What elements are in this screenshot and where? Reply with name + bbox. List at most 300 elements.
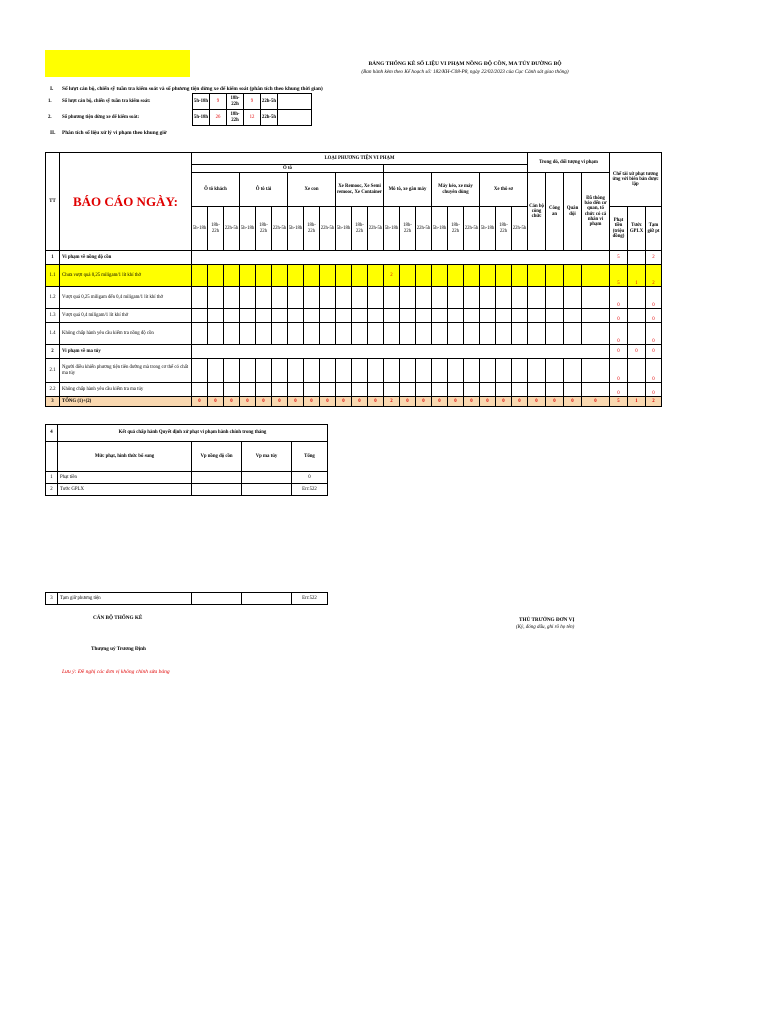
total-cell: 0 [304, 397, 320, 407]
data-cell[interactable] [416, 265, 432, 287]
section1-table [46, 93, 312, 126]
data-cell[interactable] [256, 383, 272, 397]
data-cell[interactable] [336, 287, 352, 309]
vehicle-group: Xe Remooc, Xe Semi remooc, Xe Container [336, 173, 384, 207]
total-cell: 0 [480, 397, 496, 407]
data-cell[interactable] [368, 265, 384, 287]
s1-slot: 18h-22h [227, 110, 244, 126]
vehicle-group: Ô tô tải [240, 173, 288, 207]
total-cell: 0 [208, 397, 224, 407]
total-num: 3 [46, 397, 60, 407]
s4-row-num: 2 [46, 484, 58, 496]
s4-col-1: Vp nồng độ cồn [192, 442, 242, 472]
data-cell[interactable] [320, 287, 336, 309]
fine-cell[interactable]: 5 [610, 265, 628, 287]
data-cell[interactable] [480, 383, 496, 397]
data-cell[interactable] [448, 265, 464, 287]
data-cell[interactable] [304, 323, 320, 345]
data-cell[interactable] [464, 265, 480, 287]
hold-cell[interactable]: 0 [646, 359, 662, 383]
data-cell[interactable] [192, 383, 208, 397]
sanction-col: Tước GPLX [628, 207, 646, 251]
data-cell[interactable] [320, 383, 336, 397]
data-cell[interactable] [352, 287, 368, 309]
s1-row2-v2[interactable]: 12 [244, 110, 261, 126]
data-cell[interactable] [528, 323, 546, 345]
s1-row1-label: Số lượt cán bộ, chiến sỹ tuần tra kiểm soát: [62, 98, 151, 104]
report-date-label: BÁO CÁO NGÀY: [60, 153, 192, 251]
data-cell[interactable] [272, 265, 288, 287]
data-cell[interactable] [352, 309, 368, 323]
data-cell[interactable] [448, 309, 464, 323]
time-slot: 5h-18h [432, 207, 448, 251]
s4-cell[interactable] [192, 593, 242, 605]
s4-row-total: Err:522 [292, 593, 328, 605]
data-cell[interactable] [564, 323, 582, 345]
total-cell: 2 [646, 397, 662, 407]
data-cell[interactable] [448, 323, 464, 345]
total-cell: 0 [240, 397, 256, 407]
data-cell[interactable] [224, 383, 240, 397]
data-cell[interactable] [368, 359, 384, 383]
data-cell[interactable] [564, 383, 582, 397]
signer-right-sub: (Ký, đóng dấu, ghi rõ họ tên) [516, 625, 575, 630]
data-cell[interactable] [528, 359, 546, 383]
data-cell[interactable] [208, 265, 224, 287]
data-cell[interactable] [256, 265, 272, 287]
data-cell[interactable] [546, 265, 564, 287]
data-cell[interactable] [564, 287, 582, 309]
total-cell: 0 [224, 397, 240, 407]
data-cell[interactable] [400, 309, 416, 323]
data-cell[interactable] [432, 265, 448, 287]
data-cell[interactable] [240, 323, 256, 345]
data-cell[interactable] [480, 359, 496, 383]
data-cell[interactable] [384, 359, 400, 383]
row-label: Vi phạm về nồng độ cồn [60, 251, 192, 265]
data-cell[interactable] [192, 309, 208, 323]
data-cell[interactable] [512, 287, 528, 309]
time-slot: 18h-22h [352, 207, 368, 251]
total-cell: 0 [288, 397, 304, 407]
row-num: 1.1 [46, 265, 60, 287]
subject-col: Công an [546, 173, 564, 251]
data-cell[interactable] [288, 287, 304, 309]
fine-cell[interactable]: 5 [610, 251, 628, 265]
data-cell[interactable] [272, 323, 288, 345]
row-num: 1 [46, 251, 60, 265]
s1-slot: 22h-5h [261, 94, 278, 110]
hold-cell[interactable]: 2 [646, 265, 662, 287]
data-cell[interactable] [272, 309, 288, 323]
data-cell[interactable] [304, 309, 320, 323]
subject-header: Trong đó, đối tượng vi phạm [528, 153, 610, 173]
s4-row-label: Tước GPLX [58, 484, 192, 496]
data-cell[interactable] [352, 323, 368, 345]
data-cell[interactable] [400, 359, 416, 383]
license-cell[interactable] [628, 287, 646, 309]
data-cell[interactable] [288, 265, 304, 287]
row-label: Người điều khiển phương tiện tiên đường mà trong cơ thể có chất ma túy [60, 359, 192, 383]
row-span-cell[interactable] [192, 345, 610, 359]
data-cell[interactable] [400, 323, 416, 345]
signer-left-name: Thượng uý Trương Định [91, 646, 146, 652]
s4-row-num: 1 [46, 472, 58, 484]
data-cell[interactable] [224, 265, 240, 287]
fine-cell[interactable]: 0 [610, 359, 628, 383]
s4-cell[interactable] [192, 484, 242, 496]
total-cell: 0 [448, 397, 464, 407]
sanction-col: Tạm giữ pt [646, 207, 662, 251]
s1-row1-v1[interactable]: 9 [210, 94, 227, 110]
s1-slot: 18h-22h [227, 94, 244, 110]
row-span-cell[interactable] [192, 251, 610, 265]
subject-col: Cán bộ công chức [528, 173, 546, 251]
data-cell[interactable] [564, 309, 582, 323]
data-cell[interactable] [464, 287, 480, 309]
total-cell: 5 [610, 397, 628, 407]
vehicle-group: Mô tô, xe gắn máy [384, 173, 432, 207]
data-cell[interactable] [224, 359, 240, 383]
s4-col-2: Vp ma túy [242, 442, 292, 472]
section1-title: Số lượt cán bộ, chiến sỹ tuần tra kiểm soát và số phương tiện dừng xe để kiểm soát (phân tích theo khung thời gian) [62, 86, 323, 92]
total-cell: 0 [400, 397, 416, 407]
data-cell[interactable] [224, 287, 240, 309]
highlight-box [45, 50, 190, 77]
data-cell[interactable] [432, 359, 448, 383]
data-cell[interactable] [240, 383, 256, 397]
time-slot: 22h-5h [272, 207, 288, 251]
data-cell[interactable] [512, 265, 528, 287]
time-slot: 5h-18h [384, 207, 400, 251]
data-cell[interactable] [464, 383, 480, 397]
license-cell[interactable]: 0 [628, 345, 646, 359]
tt-header: TT [46, 153, 60, 251]
hold-cell[interactable]: 0 [646, 323, 662, 345]
data-cell[interactable] [480, 323, 496, 345]
data-cell[interactable] [416, 383, 432, 397]
license-cell[interactable] [628, 309, 646, 323]
time-slot: 5h-18h [192, 207, 208, 251]
row-num: 1.3 [46, 309, 60, 323]
s1-row2-label: Số phương tiện dừng xe để kiểm soát: [62, 114, 140, 120]
row-label: Vi phạm về ma túy [60, 345, 192, 359]
time-slot: 5h-18h [240, 207, 256, 251]
s1-row2-v3[interactable] [278, 110, 312, 126]
data-cell[interactable] [496, 323, 512, 345]
data-cell[interactable] [464, 309, 480, 323]
time-slot: 22h-5h [320, 207, 336, 251]
data-cell[interactable] [496, 287, 512, 309]
row-label: Chưa vượt quá 0,25 miligam/1 lít khí thở [60, 265, 192, 287]
data-cell[interactable] [288, 309, 304, 323]
s1-row1-num: 1. [48, 98, 52, 104]
data-cell[interactable] [512, 359, 528, 383]
fine-cell[interactable]: 0 [610, 323, 628, 345]
data-cell[interactable] [304, 383, 320, 397]
total-cell: 0 [432, 397, 448, 407]
data-cell[interactable] [288, 323, 304, 345]
data-cell[interactable] [546, 359, 564, 383]
data-cell[interactable] [208, 323, 224, 345]
data-cell[interactable] [352, 265, 368, 287]
s4-col-3: Tổng [292, 442, 328, 472]
s4-row-total: Err:522 [292, 484, 328, 496]
data-cell[interactable] [496, 383, 512, 397]
hold-cell[interactable]: 0 [646, 383, 662, 397]
data-cell[interactable] [368, 287, 384, 309]
data-cell[interactable] [546, 287, 564, 309]
cell [384, 165, 528, 173]
data-cell[interactable] [400, 265, 416, 287]
data-cell[interactable] [304, 265, 320, 287]
s4-row-label: Tạm giữ phương tiện [58, 593, 192, 605]
row-num: 2.1 [46, 359, 60, 383]
data-cell[interactable] [480, 287, 496, 309]
data-cell[interactable] [320, 323, 336, 345]
data-cell[interactable] [384, 287, 400, 309]
total-cell: 0 [256, 397, 272, 407]
data-cell[interactable] [496, 265, 512, 287]
data-cell[interactable] [416, 309, 432, 323]
data-cell[interactable] [546, 383, 564, 397]
data-cell[interactable] [384, 323, 400, 345]
data-cell[interactable] [192, 265, 208, 287]
s1-row1-v2[interactable]: 9 [244, 94, 261, 110]
license-cell[interactable] [628, 323, 646, 345]
data-cell[interactable]: 2 [384, 265, 400, 287]
time-slot: 18h-22h [496, 207, 512, 251]
data-cell[interactable] [320, 309, 336, 323]
data-cell[interactable] [496, 309, 512, 323]
total-cell: 0 [564, 397, 582, 407]
data-cell[interactable] [320, 265, 336, 287]
license-cell[interactable] [628, 383, 646, 397]
data-cell[interactable] [384, 309, 400, 323]
data-cell[interactable] [352, 383, 368, 397]
data-cell[interactable] [582, 309, 610, 323]
data-cell[interactable] [192, 323, 208, 345]
data-cell[interactable] [512, 309, 528, 323]
s1-slot: 5h-18h [193, 110, 210, 126]
data-cell[interactable] [192, 287, 208, 309]
data-cell[interactable] [546, 309, 564, 323]
row-num: 2.2 [46, 383, 60, 397]
s1-slot: 22h-5h [261, 110, 278, 126]
total-cell: 0 [320, 397, 336, 407]
data-cell[interactable] [582, 383, 610, 397]
row-label: Vượt quá 0,4 miligam/1 lít khí thở [60, 309, 192, 323]
row-label: Không chấp hành yêu cầu kiểm tra nồng độ cồn [60, 323, 192, 345]
page-title: BẢNG THỐNG KÊ SỐ LIỆU VI PHẠM NỒNG ĐỘ CỒN, MA TÚY ĐƯỜNG BỘ [368, 61, 562, 67]
vehicle-group: Ô tô khách [192, 173, 240, 207]
time-slot: 5h-18h [288, 207, 304, 251]
data-cell[interactable] [256, 287, 272, 309]
violation-table [45, 152, 662, 407]
s1-row2-num: 2. [48, 114, 52, 120]
data-cell[interactable] [368, 383, 384, 397]
s4-title: Kết quả chấp hành Quyết định xử phạt vi phạm hành chính trong tháng [58, 425, 328, 442]
license-cell[interactable] [628, 359, 646, 383]
data-cell[interactable] [240, 265, 256, 287]
data-cell[interactable] [432, 323, 448, 345]
data-cell[interactable] [480, 265, 496, 287]
section4-row3 [45, 592, 328, 605]
data-cell[interactable] [512, 383, 528, 397]
data-cell[interactable] [448, 359, 464, 383]
time-slot: 18h-22h [400, 207, 416, 251]
data-cell[interactable] [288, 383, 304, 397]
total-cell: 0 [582, 397, 610, 407]
data-cell[interactable] [288, 359, 304, 383]
fine-cell[interactable]: 0 [610, 287, 628, 309]
data-cell[interactable] [208, 383, 224, 397]
data-cell[interactable] [240, 287, 256, 309]
vehicle-group: Xe thô sơ [480, 173, 528, 207]
data-cell[interactable] [400, 287, 416, 309]
data-cell[interactable] [208, 359, 224, 383]
time-slot: 22h-5h [512, 207, 528, 251]
data-cell[interactable] [336, 359, 352, 383]
data-cell[interactable] [432, 287, 448, 309]
data-cell[interactable] [464, 359, 480, 383]
data-cell[interactable] [496, 359, 512, 383]
data-cell[interactable] [432, 309, 448, 323]
data-cell[interactable] [304, 287, 320, 309]
data-cell[interactable] [416, 323, 432, 345]
row-label: Vượt quá 0,25 miligam đến 0,4 miligam/1 lít khí thở [60, 287, 192, 309]
s4-cell[interactable] [192, 472, 242, 484]
fine-cell[interactable]: 0 [610, 345, 628, 359]
s1-row2-v1[interactable]: 26 [210, 110, 227, 126]
data-cell[interactable] [528, 287, 546, 309]
hold-cell[interactable]: 0 [646, 345, 662, 359]
s4-row-num: 3 [46, 593, 58, 605]
time-slot: 5h-18h [480, 207, 496, 251]
data-cell[interactable] [432, 383, 448, 397]
time-slot: 18h-22h [256, 207, 272, 251]
data-cell[interactable] [546, 323, 564, 345]
vehicle-group: Xe con [288, 173, 336, 207]
data-cell[interactable] [416, 287, 432, 309]
oto-header: Ô tô [192, 165, 384, 173]
total-cell: 0 [272, 397, 288, 407]
row-label: Không chấp hành yêu cầu kiểm tra ma túy [60, 383, 192, 397]
data-cell[interactable] [336, 383, 352, 397]
data-cell[interactable] [304, 359, 320, 383]
data-cell[interactable] [582, 287, 610, 309]
data-cell[interactable] [272, 287, 288, 309]
data-cell[interactable] [582, 323, 610, 345]
total-cell: 0 [512, 397, 528, 407]
total-cell: 0 [192, 397, 208, 407]
note: Lưu ý: Đề nghị các đơn vị không chỉnh sửa bảng [62, 669, 170, 675]
data-cell[interactable] [564, 359, 582, 383]
data-cell[interactable] [256, 323, 272, 345]
data-cell[interactable] [528, 309, 546, 323]
data-cell[interactable] [368, 309, 384, 323]
data-cell[interactable] [448, 287, 464, 309]
data-cell[interactable] [352, 359, 368, 383]
data-cell[interactable] [480, 309, 496, 323]
total-cell: 0 [496, 397, 512, 407]
data-cell[interactable] [240, 359, 256, 383]
data-cell[interactable] [384, 383, 400, 397]
hold-cell[interactable]: 0 [646, 287, 662, 309]
row-num: 1.4 [46, 323, 60, 345]
data-cell[interactable] [320, 359, 336, 383]
section1-num: I. [50, 86, 54, 92]
s4-col-0: Mức phạt, hình thức bổ sung [58, 442, 192, 472]
data-cell[interactable] [208, 309, 224, 323]
data-cell[interactable] [256, 359, 272, 383]
s1-row1-v3[interactable] [278, 94, 312, 110]
data-cell[interactable] [272, 383, 288, 397]
total-cell: 2 [384, 397, 400, 407]
data-cell[interactable] [512, 323, 528, 345]
time-slot: 22h-5h [368, 207, 384, 251]
data-cell[interactable] [240, 309, 256, 323]
total-cell: 0 [528, 397, 546, 407]
page-subtitle: (Ban hành kèm theo Kế hoạch số: 182/KH-C08-P8, ngày 22/02/2023 của Cục Cảnh sát giao thông) [361, 69, 569, 75]
data-cell[interactable] [224, 323, 240, 345]
section2-num: II. [50, 130, 56, 136]
data-cell[interactable] [368, 323, 384, 345]
fine-cell[interactable]: 0 [610, 383, 628, 397]
data-cell[interactable] [564, 265, 582, 287]
data-cell[interactable] [582, 265, 610, 287]
sanction-col: Phạt tiền (triệu đồng) [610, 207, 628, 251]
data-cell[interactable] [192, 359, 208, 383]
subject-col: Quân đội [564, 173, 582, 251]
section4-table [45, 424, 328, 496]
total-cell: 0 [464, 397, 480, 407]
hold-cell[interactable]: 2 [646, 251, 662, 265]
total-cell: 0 [368, 397, 384, 407]
data-cell[interactable] [256, 309, 272, 323]
data-cell[interactable] [528, 383, 546, 397]
fine-cell[interactable]: 0 [610, 309, 628, 323]
license-cell[interactable]: 1 [628, 265, 646, 287]
s4-cell[interactable] [242, 593, 292, 605]
data-cell[interactable] [336, 265, 352, 287]
data-cell[interactable] [582, 359, 610, 383]
license-cell[interactable] [628, 251, 646, 265]
s4-row-label: Phạt tiền [58, 472, 192, 484]
signer-right-title: THỦ TRƯỞNG ĐƠN VỊ [519, 617, 575, 623]
total-cell: 0 [336, 397, 352, 407]
data-cell[interactable] [528, 265, 546, 287]
hold-cell[interactable]: 0 [646, 309, 662, 323]
data-cell[interactable] [336, 323, 352, 345]
s1-slot: 5h-18h [193, 94, 210, 110]
data-cell[interactable] [400, 383, 416, 397]
data-cell[interactable] [416, 359, 432, 383]
s4-cell[interactable] [242, 484, 292, 496]
data-cell[interactable] [208, 287, 224, 309]
sanction-header: Chế tài xử phạt tương ứng với biên bản được lập [610, 153, 662, 207]
data-cell[interactable] [464, 323, 480, 345]
signer-left-title: CÁN BỘ THỐNG KÊ [93, 615, 143, 621]
data-cell[interactable] [336, 309, 352, 323]
data-cell[interactable] [272, 359, 288, 383]
vehicle-header: LOẠI PHƯƠNG TIỆN VI PHẠM [192, 153, 528, 165]
section2-title: Phân tích số liệu xử lý vi phạm theo khung giờ [62, 130, 167, 136]
data-cell[interactable] [224, 309, 240, 323]
data-cell[interactable] [448, 383, 464, 397]
s4-cell[interactable] [242, 472, 292, 484]
s4-num: 4 [46, 425, 58, 442]
